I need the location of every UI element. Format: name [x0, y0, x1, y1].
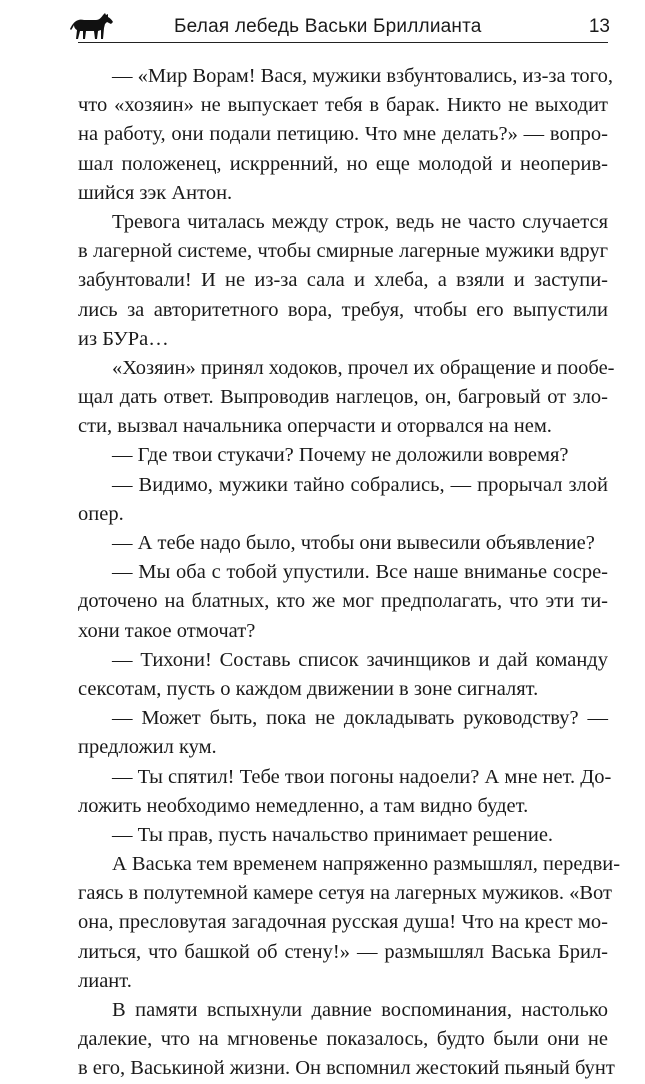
text-line: гаясь в полутемной камере сетуя на лагерных мужиков. «Вот: [78, 882, 612, 905]
text-line: щал дать ответ. Выпроводив наглецов, он, багровый от зло-: [78, 386, 608, 409]
text-line: — Тихони! Составь список зачинщиков и дай команду: [112, 648, 608, 671]
text-line: А Васька тем временем напряженно размышлял, передви-: [112, 853, 621, 876]
text-line: она, пресловутая загадочная русская душа! Что на крест мо-: [78, 911, 608, 934]
text-line: опер.: [78, 502, 124, 525]
text-line: В памяти вспыхнули давние воспоминания, настолько: [112, 999, 608, 1021]
page-number: 13: [588, 16, 610, 37]
text-line: — «Мир Ворам! Вася, мужики взбунтовались, из-за того,: [112, 65, 613, 87]
text-line: в лагерной системе, чтобы смирные лагерные мужики вдруг: [78, 240, 608, 263]
text-line: шал положенец, искрренний, но еще молодой и неоперив-: [78, 152, 608, 175]
text-line: шийся зэк Антон.: [78, 181, 233, 204]
text-line: сти, вызвал начальника оперчасти и оторвался на нем.: [78, 415, 552, 438]
text-line: литься, что башкой об стену!» — размышлял Васька Брил-: [78, 940, 608, 963]
text-line: доточено на блатных, кто же мог предполагать, что эти ти-: [78, 590, 608, 613]
text-line: из БУРа…: [78, 327, 169, 350]
text-line: что «хозяин» не выпускает тебя в барак. Никто не выходит: [78, 94, 608, 117]
text-line: «Хозяин» принял ходоков, прочел их обращение и пообе-: [112, 356, 615, 379]
text-line: предложил кум.: [78, 736, 217, 759]
text-line: — Где твои стукачи? Почему не доложили вовремя?: [112, 444, 569, 467]
text-line: Тревога читалась между строк, ведь не часто случается: [112, 210, 608, 233]
text-line: хони такое отмочат?: [78, 619, 256, 642]
text-line: на работу, они подали петицию. Что мне делать?» — вопро-: [78, 123, 608, 146]
horse-silhouette-icon: [70, 12, 114, 42]
body-text: [78, 62, 621, 1084]
text-line: ложить необходимо немедленно, а там видно будет.: [78, 794, 529, 817]
running-title: Белая лебедь Васьки Бриллианта: [174, 16, 482, 37]
text-line: забунтовали! И не из-за сала и хлеба, а взяли и заступи-: [78, 269, 608, 292]
text-line: — Мы оба с тобой упустили. Все наше вниманье сосре-: [112, 561, 608, 584]
text-line: далекие, что на мгновенье показалось, будто были они не: [78, 1028, 608, 1051]
text-line: в его, Васькиной жизни. Он вспомнил жестокий пьяный бунт: [78, 1057, 615, 1080]
text-line: — Видимо, мужики тайно собрались, — прорычал злой: [112, 473, 608, 496]
text-line: лись за авторитетного вора, требуя, чтобы его выпустили: [78, 298, 608, 321]
text-line: — Может быть, пока не докладывать руководству? —: [112, 707, 608, 730]
text-line: лиант.: [78, 969, 132, 992]
text-line: — А тебе надо было, чтобы они вывесили объявление?: [112, 532, 595, 554]
text-line: — Ты прав, пусть начальство принимает решение.: [112, 823, 554, 846]
text-line: — Ты спятил! Тебе твои погоны надоели? А мне нет. До-: [112, 765, 612, 788]
page-header: [78, 14, 608, 43]
text-line: сексотам, пусть о каждом движении в зоне сигналят.: [78, 677, 539, 700]
